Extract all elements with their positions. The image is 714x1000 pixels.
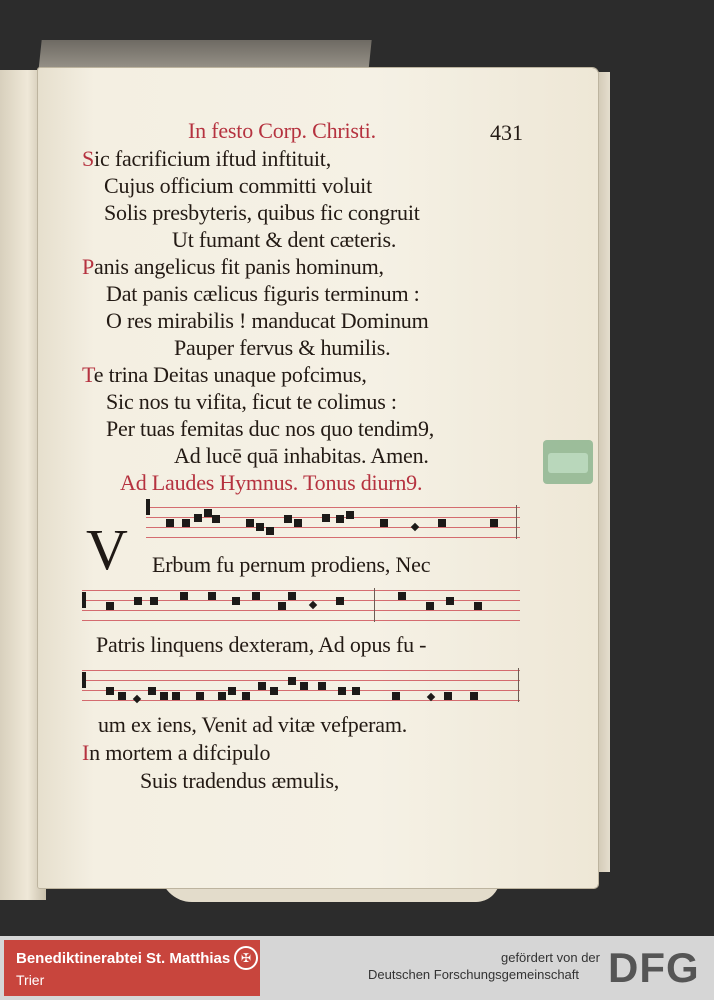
funding-line-1: gefördert von der [500,950,600,965]
stanza-2-line-3: O res mirabilis ! manducat Dominum [106,308,429,333]
institution-name: Benediktinerabtei St. Matthias [16,950,231,967]
stanza-3-line-2: Sic nos tu vifita, ficut te colimus : [106,389,397,414]
chant-staff-3 [82,668,520,708]
chant-staff-2 [82,588,520,628]
institution-city: Trier [16,972,45,988]
stanza-1-initial: S [82,146,95,171]
stanza-3-line-4: Ad lucē quā inhabitas. Amen. [174,443,429,468]
stanza-2-line-1: Panis angelicus fit panis hominum, [82,254,384,279]
clef-mark [82,592,86,608]
continuation-line-1: In mortem a difcipulo [82,740,271,765]
stanza-2-initial: P [82,254,95,279]
bookmark-ribbon-highlight [548,453,588,473]
clef-mark [82,672,86,688]
stanza-3-line-1: Te trina Deitas unaque pofcimus, [82,362,367,387]
stanza-1-line-3: Solis presbyteris, quibus fic congruit [104,200,420,225]
stanza-1-line-4: Ut fumant & dent cæteris. [172,227,397,252]
stanza-1-line-2: Cujus officium committi voluit [104,173,372,198]
stanza-1-line-1: Sic facrificium iftud inftituit, [82,146,331,171]
chant-lyrics-line-2: Patris linquens dexteram, Ad opus fu - [96,632,427,657]
continuation-line-2: Suis tradendus æmulis, [140,768,340,793]
dfg-logo[interactable]: DFG [608,944,700,991]
stanza-2-line-4: Pauper fervus & humilis. [174,335,391,360]
institution-badge[interactable] [4,940,260,996]
stanza-3-initial: T [82,362,94,387]
abbey-logo-icon: ✠ [234,946,258,970]
stanza-2-line-2: Dat panis cælicus figuris terminum : [106,281,420,306]
stanza-3-line-3: Per tuas femitas duc nos quo tendim9, [106,416,435,441]
clef-mark [146,499,150,515]
chant-lyrics-line-1: Erbum fu pernum prodiens, Nec [152,552,431,577]
footer-bar [0,936,714,1000]
chant-staff-1 [146,505,520,545]
right-page-edge [596,72,610,872]
continuation-initial: I [82,740,90,765]
hymn-heading: Ad Laudes Hymnus. Tonus diurn9. [120,470,423,495]
page-number: 431 [490,120,523,145]
chant-lyrics-line-3: um ex iens, Venit ad vitæ vefperam. [98,712,408,737]
chant-initial: V [86,517,128,582]
feast-heading: In festo Corp. Christi. [188,118,376,143]
funding-line-2: Deutschen Forschungsgemeinschaft [368,967,580,982]
